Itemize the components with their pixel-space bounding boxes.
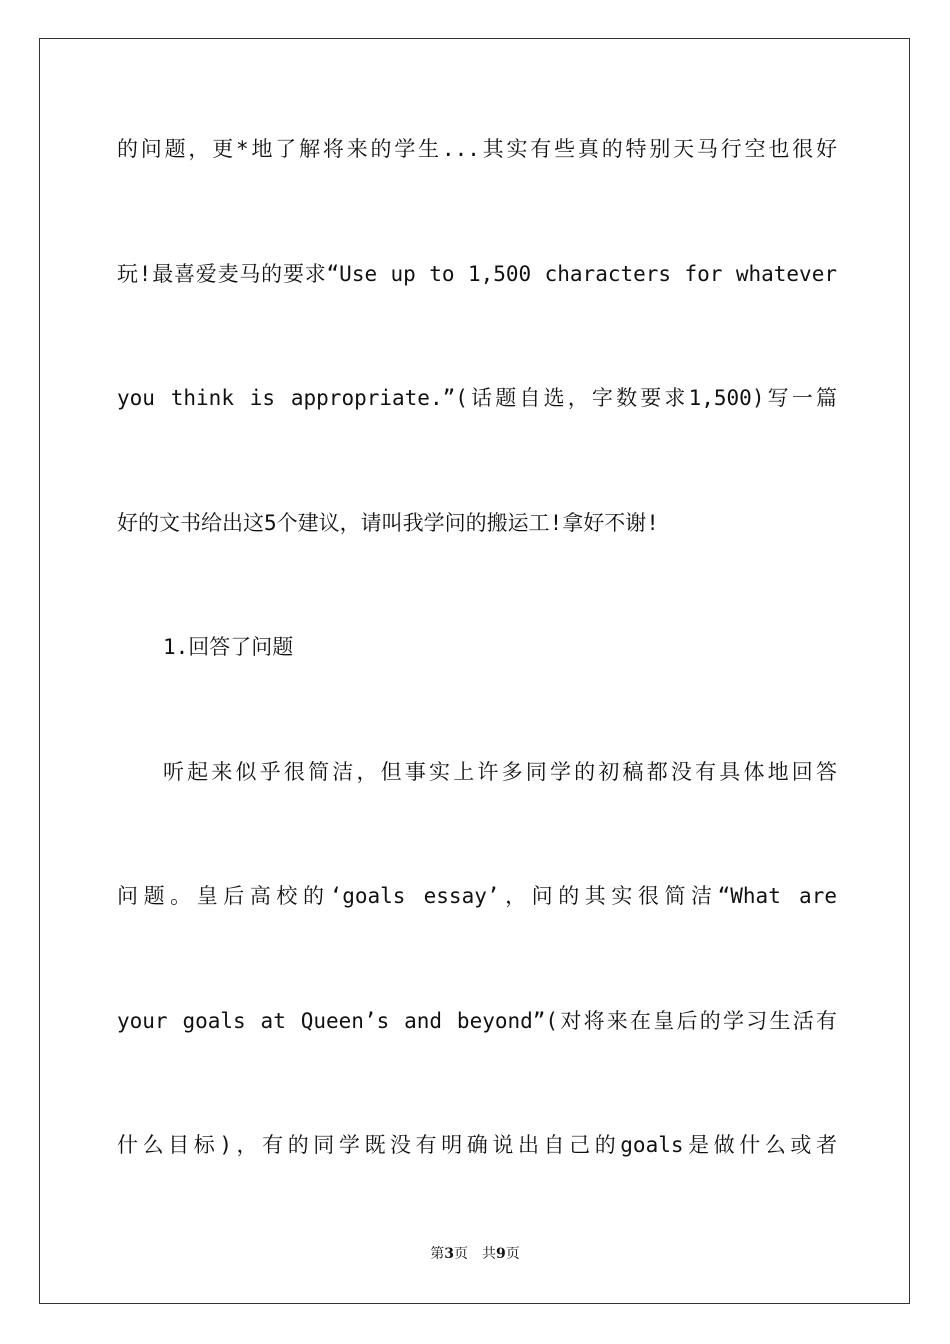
footer-current-page: 3 (444, 1246, 454, 1262)
section-heading: 1.回答了问题 (163, 635, 294, 659)
body-text-line-7: 问题。皇后高校的‘goals essay’，问的其实很简洁“What are (117, 884, 837, 908)
body-text-line-2: 玩!最喜爱麦马的要求“Use up to 1,500 characters for whatever (117, 262, 837, 286)
body-text-line-4: 好的文书给出这5个建议，请叫我学问的搬运工!拿好不谢! (117, 511, 659, 535)
body-text-line-3: you think is appropriate.”(话题自选，字数要求1,500)写一篇 (117, 386, 837, 410)
footer-total-pages: 9 (496, 1246, 506, 1262)
footer-page-suffix: 页 (454, 1246, 468, 1262)
body-text-line-6: 听起来似乎很简洁，但事实上许多同学的初稿都没有具体地回答 (163, 760, 837, 784)
page-border (39, 38, 910, 1304)
body-text-line-8: your goals at Queen’s and beyond”(对将来在皇后的学习生活有 (117, 1009, 837, 1033)
footer-total-suffix: 页 (505, 1246, 520, 1262)
body-text-line-9: 什么目标)，有的同学既没有明确说出自己的goals是做什么或者 (117, 1133, 837, 1157)
page-footer (0, 1244, 950, 1264)
body-text-line-1: 的问题，更*地了解将来的学生...其实有些真的特别天马行空也很好 (117, 137, 837, 161)
footer-page-prefix: 第 (430, 1246, 445, 1262)
footer-total-prefix: 共 (482, 1246, 496, 1262)
